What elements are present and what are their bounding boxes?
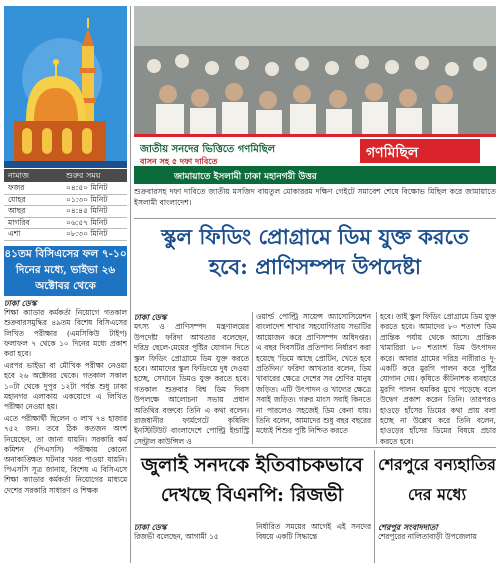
main-story-col-3: [380, 312, 496, 447]
left-story-headline[interactable]: [4, 246, 127, 296]
bottom-left-story[interactable]: [134, 450, 370, 510]
bottom-left-col-2: [256, 522, 371, 562]
left-headline-line: ৪১তম বিসিএসের ফল ৭-১০: [4, 248, 127, 260]
mosque-icon: [4, 6, 127, 168]
paragraph: এতে পরীক্ষার্থী ছিলেন ৩ লাখ ৭৪ হাজার ৭৫২ জন। তবে ঠিক কতজন অংশ নিয়েছেন, তা জানা যায়নি। সরকারি কর্ম কমিশন (পিএসসি) পরীক্ষায় কোনো অনাকাঙ্ক্ষিত ঘটনার খবর পাওয়া যায়নি। পিএসসি সূত্র জানায়, বিশেষ এ বিসিএসে শিক্ষা ক্যাডার কর্মকর্তা নিয়োগের মাধ্যমে দেশের সরকারি সাধারণ ও শিক্ষক: [4, 414, 127, 495]
prayer-name: আছর: [8, 206, 26, 216]
dateline: ঢাকা ডেস্ক: [134, 522, 167, 532]
prayer-row: [4, 229, 127, 241]
prayer-row: [4, 183, 127, 195]
dateline: ঢাকা ডেস্ক: [4, 298, 37, 308]
column-divider: [376, 312, 377, 444]
paragraph: এরপর ভাইভা বা মৌখিক পরীক্ষা নেওয়া হবে ২৬ অক্টোবর থেকে। গতকাল সকাল ১০টা থেকে দুপুর ১২টা পর্যন্ত শুধু ঢাকা মহানগর এলাকায় একযোগে এ লিখিত পরীক্ষা নেওয়া হয়।: [4, 361, 127, 412]
banner-org: জামায়াতে ইসলামী ঢাকা মহানগরী উত্তর: [174, 172, 317, 182]
prayer-name: ফজর: [8, 183, 25, 192]
prayer-row: [4, 218, 127, 230]
prayer-name: এশা: [8, 229, 21, 239]
bottom-left-col-1: [134, 522, 249, 562]
prayer-time: ০১:৩০ মিনিট: [66, 194, 108, 204]
divider: [134, 447, 496, 448]
main-headline[interactable]: [134, 222, 496, 302]
column-divider: [252, 312, 253, 444]
prayer-name: মাগরিব: [8, 217, 30, 227]
main-headline-line: স্কুল ফিডিং প্রোগ্রামে ডিম যুক্ত করতে: [161, 224, 469, 249]
left-column: [4, 6, 127, 563]
bottom-right-col: [378, 522, 496, 562]
left-story-body: [4, 298, 127, 498]
bottom-left-headline: জুলাই সনদকে ইতিবাচকভাবে: [141, 454, 363, 476]
prayer-name: যোহর: [8, 194, 26, 204]
prayer-time: ০৮:৩০ মিনিট: [66, 229, 108, 239]
prayer-time: ০৬:৫৭ মিনিট: [66, 217, 108, 227]
column-divider: [130, 6, 131, 563]
bottom-right-story[interactable]: [378, 450, 496, 510]
paragraph: শিক্ষা ক্যাডার কর্মকর্তা নিয়োগে গতকাল শুক্রবারসমুদ্ধির ৪৯তম বিশেষ বিসিএসের লিখিত পরীক্ষার (এমসিকিউ টাইপ) ফলাফল ৭ থেকে ১০ দিনের মধ্যে প্রকাশ করা হবে।: [4, 308, 127, 359]
banner-subtext: বাসন সহ ৫ দফা দাবিতে: [140, 156, 218, 166]
photo-caption: শুক্রবারসহ দফা দাবিতে জাতীয় মসজিদ বায়তুল মোকাররম দক্ষিণ গেইটে সমাবেশ শেষে বিক্ষোভ মিছিল করে জামায়াতে ইসলামী বাংলাদেশ।: [134, 187, 496, 207]
bottom-right-headline: দের মধ্যে: [407, 485, 467, 504]
banner-logo-text: গণমিছিল: [366, 145, 419, 161]
prayer-table-header: [4, 169, 127, 182]
prayer-header-name: নামাজ: [8, 171, 30, 180]
bottom-right-headline: শেরপুরে বন্যহাতির: [378, 455, 496, 474]
dateline: ঢাকা ডেস্ক: [134, 312, 167, 322]
main-story-col-2: [256, 312, 371, 437]
divider: [134, 218, 496, 219]
left-headline-line: দিনের মধ্যে, ভাইভা ২৬: [15, 264, 116, 276]
paragraph: নির্ধারিত সময়ের আগেই এই সনদের বিষয়ে একটি সিদ্ধান্তে: [256, 522, 371, 542]
paragraph: মৎস্য ও প্রাণিসম্পদ মন্ত্রণালয়ের উপদেষ্টা ফরিদা আখতার বলেছেন, দরিদ্র ছেলে-মেয়ের পুষ্টির যোগান দিতে স্কুল ফিডিং প্রোগ্রামে ডিম যুক্ত করতে হবে। আমাদের স্কুল ফিডিংয়ে দুধ দেওয়া হচ্ছে, সেখানে ডিমও যুক্ত করতে হবে। গতকাল শুক্রবার বিশ্ব ডিম দিবস উপলক্ষে আলোচনা সভায় প্রধান অতিথির বক্তব্যে তিনি এ কথা বলেন। রাজধানীর ফার্মগেটে কৃষিবিদ ইনস্টিটিউট বাংলাদেশে পোল্ট্রি ইন্ডাস্ট্রি সেন্ট্রাল কাউন্সিল ও: [134, 322, 249, 446]
prayer-time: ০৪:৪৫ মিনিট: [66, 206, 108, 216]
mosque-illustration: [4, 6, 127, 168]
prayer-header-time: শুরুর সময়: [66, 171, 101, 180]
prayer-time: ০৪:৫০ মিনিট: [66, 183, 108, 192]
banner-text: জাতীয় সনদের ভিত্তিতে গণমিছিল: [140, 144, 276, 155]
prayer-row: [4, 206, 127, 218]
paragraph: রিজভী বলেছেন, আগামী ১৫: [134, 532, 219, 542]
column-divider: [374, 450, 375, 563]
bottom-left-headline: দেখছে বিএনপি: রিজভী: [160, 484, 344, 506]
prayer-row: [4, 195, 127, 207]
rally-photo[interactable]: [134, 6, 496, 184]
paragraph: শেরপুরের নালিতাবাড়ী উপজেলায়: [378, 532, 477, 542]
prayer-time-table: [4, 183, 127, 241]
main-headline-line: হবে: প্রাণিসম্পদ উপদেষ্টা: [208, 254, 421, 279]
dateline: শেরপুর সংবাদদাতা: [378, 522, 438, 532]
main-story-col-1: [134, 312, 249, 447]
paragraph: হবে। তাই স্কুল ফিডিং প্রোগ্রামে ডিম যুক্ত করতে হবে। আমাদের ৮০ শতাংশ ডিম প্রান্তিক পর্যায় থেকে আসে। প্রান্তিক খামারিরা ৮০ শতাংশ ডিম উৎপাদন করে। আবার গ্রামের দরিদ্র নারীরাও দু-একটি করে মুরগি পালন করে পুষ্টির যোগান দেয়। কৃষিতে কীটনাশক ব্যবহারে মুরগি পালন হুমকির মুখে পড়েছে বলে উদ্বেগ প্রকাশ করেন তিনি। তারপরও হাওড়ে হাঁসের ডিমের কথা প্রায় বলা হচ্ছে না উল্লেখ করে তিনি বলেন, হাওড়ের হাঁসের ডিমের বিষয়ে প্রচার করতে হবে।: [380, 312, 496, 446]
left-headline-line: অক্টোবর থেকে: [35, 280, 96, 292]
paragraph: ওয়ার্ল্ড পোল্ট্রি সায়েন্স অ্যাসোসিয়েশন বাংলাদেশ শাখার সহযোগিতায় সভাটির আয়োজন করে প্রাণিসম্পদ অধিদপ্তর। এ বছর দিবসটির প্রতিপাদ্য নির্ধারণ করা হয়েছে 'ডিমে আছে প্রোটিন, খেতে হবে প্রতিদিন।' ফরিদা আখতার বলেন, ডিম খাবারের ক্ষেত্রে দেশের সব শ্রেণির মানুষ জড়িত। এটি উৎপাদন ও খাদ্যের ক্ষেত্রে সবাই জড়িত। গরুর মাংস সবাই কিনতে না পারলেও সহজেই ডিম কেনা যায়। তিনি বলেন, আমাদের শুধু বছর বছরের মধ্যেই শিশুর পুষ্টি নিশ্চিত করতে: [256, 312, 371, 436]
